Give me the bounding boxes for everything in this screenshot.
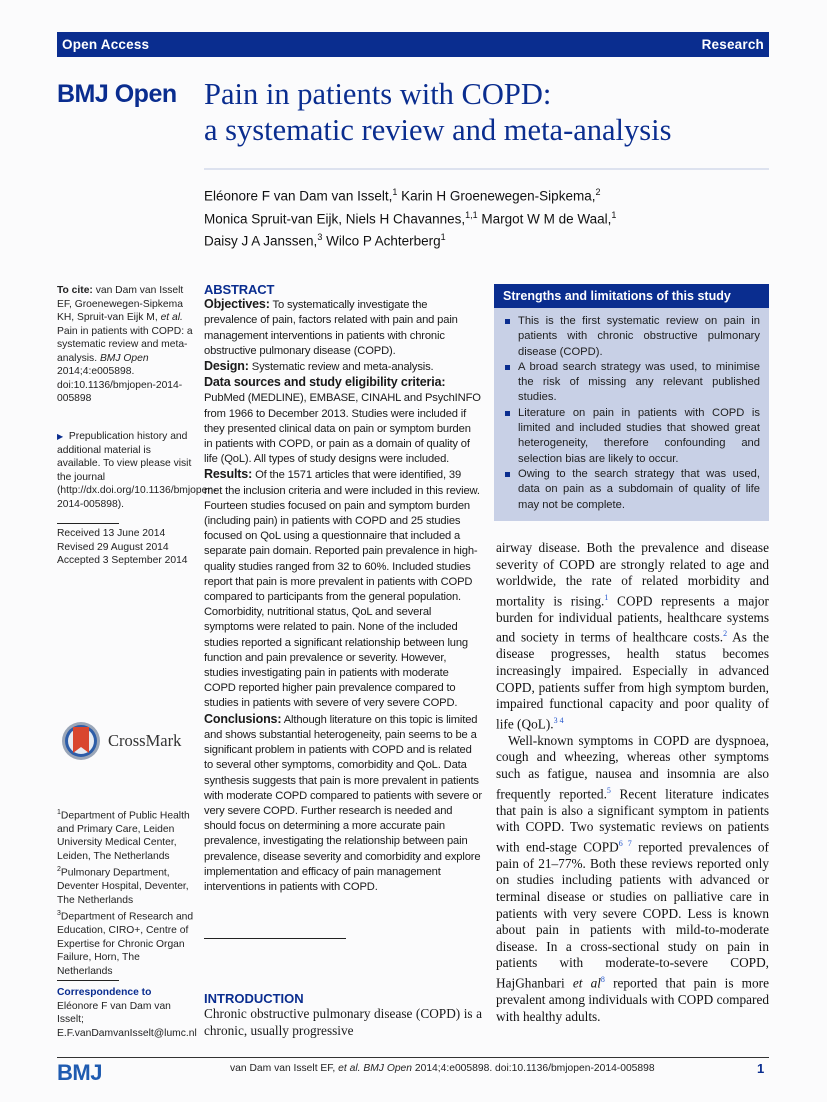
citation-block (57, 284, 197, 406)
bullet-icon (505, 411, 510, 416)
abstract-design: Design: Systematic review and meta-analysis. (204, 359, 434, 374)
author: Monica Spruit-van Eijk, Niels H Chavannes, (204, 211, 466, 226)
author-affil: 1 (392, 187, 398, 197)
author: Margot W M de Waal, (477, 211, 612, 226)
list-item: Literature on pain in patients with COPD is limited and included studies that showed great heterogeneity, therefore confounding and selection bias are likely to occur. (494, 406, 760, 467)
abstract-data-sources: Data sources and study eligibility criteria: PubMed (MEDLINE), EMBASE, CINAHL and PsychINFO from 1966 to December 2013. Studies were included if they presented clinical data on pain or symptom burden in patients with COPD, or pain as a domain of quality of life (QoL). All types of study designs were included. (204, 375, 481, 466)
introduction-heading: INTRODUCTION (204, 991, 304, 1006)
title-line-2: a systematic review and meta-analysis (204, 113, 672, 147)
cite-text: Pain in patients with COPD: a systematic review and meta-analysis. (57, 325, 193, 364)
abstract-results: Results: Of the 1571 articles that were identified, 39 met the inclusion criteria and were included in this review. Fourteen studies focused on pain and symptom burden (including pain) in patients with COPD and 25 studies focused on QoL using a questionnaire that included a separate pain domain. Reported pain prevalence in high-quality studies ranged from 32 to 60%. Included studies report that pain is more prevalent in patients with COPD compared to participants from the general population. Comorbidity, nutritional status, QoL and several symptoms were related to pain. None of the included studies reported a significant relationship between lung function and pain prevalence or severity. However, studies investigating pain in patients with moderate COPD reported higher pain prevalence compared to studies in patients with severe of very severe COPD. (204, 467, 480, 710)
dates (57, 527, 197, 568)
author-list (204, 183, 616, 251)
bullet-icon (505, 472, 510, 477)
abstract-conclusions: Conclusions: Although literature on this topic is limited and shows substantial heterogeneity, pain seems to be a significant problem in patients with COPD and is related to several other symptoms, comorbidity and QoL. Data synthesis suggests that pain is more prevalent in patients with moderate COPD compared to patients with severe or very severe COPD. Further research is needed and should focus on determining a more accurate pain prevalence, investigating the relationship between pain prevalence, disease severity and comorbidity and explore implementation and efficacy of pain management interventions in patients with COPD. (204, 711, 482, 893)
affiliation: $^2$Pulmonary Department, Deventer Hospital, Deventer, The Netherlands (57, 866, 189, 906)
reference-link[interactable]: 6 7 (618, 838, 632, 848)
prepublication-note[interactable] (57, 430, 217, 511)
correspondence-label: Correspondence to (57, 987, 152, 998)
cite-journal: BMJ Open (99, 352, 149, 364)
crossmark-label: CrossMark (108, 731, 182, 750)
divider (57, 523, 119, 524)
correspondence (57, 986, 197, 1040)
article-title (204, 76, 672, 148)
strengths-list (494, 314, 769, 513)
reference-link[interactable]: 8 (600, 974, 605, 984)
open-access-label: Open Access (62, 37, 150, 52)
list-item: This is the first systematic review on pain in patients with chronic obstructive pulmonary disease (COPD). (494, 314, 760, 360)
strengths-limitations-box (494, 284, 769, 521)
page-number: 1 (757, 1061, 765, 1076)
author-affil: 3 (317, 232, 323, 242)
received-date: Received 13 June 2014 (57, 528, 166, 539)
affiliations (57, 806, 197, 978)
author-affil: 1 (611, 209, 617, 220)
reference-link[interactable]: 5 (606, 785, 611, 795)
crossmark-badge[interactable] (60, 720, 181, 762)
affiliation: $^3$Department of Research and Education, CIRO+, Centre of Expertise for Chronic Organ Failure, Horn, The Netherlands (57, 910, 194, 977)
footer-citation: van Dam van Isselt EF, et al. BMJ Open 2014;4:e005898. doi:10.1136/bmjopen-2014-005898 (230, 1063, 655, 1074)
title-divider (204, 168, 769, 170)
reference-link[interactable]: 1 (604, 592, 609, 602)
revised-date: Revised 29 August 2014 (57, 541, 169, 553)
author: Daisy J A Janssen, (204, 233, 318, 249)
author: Karin H Groenewegen-Sipkema, (397, 188, 596, 204)
paragraph: Chronic obstructive pulmonary disease (COPD) is a chronic, usually progressive (204, 1006, 482, 1038)
divider (57, 980, 119, 981)
cite-etal: et al. (160, 312, 183, 323)
accepted-date: Accepted 3 September 2014 (57, 555, 188, 566)
header-bar (57, 32, 769, 57)
abstract-heading: ABSTRACT (204, 282, 275, 297)
divider (204, 938, 346, 939)
reference-link[interactable]: 2 (723, 629, 728, 639)
list-item: A broad search strategy was used, to minimise the risk of missing any relevant published studies. (494, 360, 760, 406)
crossmark-icon (60, 720, 102, 762)
author-affil: 2 (595, 187, 601, 197)
paragraph: airway disease. Both the prevalence and disease severity of COPD are strongly related to age and worldwide, the rate of related morbidity and mortality is rising.$^1$ COPD represents a major burden for individual patients, healthcare systems and society in terms of healthcare costs.$^2$ As the disease progresses, health status becomes increasingly impaired. Especially in advanced COPD, patients suffer from high symptom burden, impaired functional capacity and poor quality of life (QoL).$^{3 4}$ (496, 540, 769, 732)
cite-text: van Dam van Isselt EF, Groenewegen-Sipkema KH, Spruit-van Eijk M, (57, 285, 184, 323)
prepub-text[interactable]: Prepublication history and additional material is available. To view please visit the journal (http://dx.doi.org/10.1136/bmjopen-2014-005898). (57, 431, 217, 510)
section-label: Research (701, 37, 764, 52)
cite-text: 2014;4:e005898. doi:10.1136/bmjopen-2014-005898 (57, 366, 183, 404)
footer-divider (57, 1057, 769, 1058)
body-text-right (496, 540, 769, 1025)
reference-link[interactable]: 3 4 (553, 715, 564, 725)
box-title: Strengths and limitations of this study (494, 284, 769, 308)
bullet-icon (505, 365, 510, 370)
affiliation: $^1$Department of Public Health and Primary Care, Leiden University Medical Center, Leiden, The Netherlands (57, 809, 190, 862)
arrow-right-icon: ▶ (57, 432, 64, 441)
paragraph: Well-known symptoms in COPD are dyspnoea, cough and wheezing, whereas other symptoms such as fatigue, nausea and insomnia are also frequently reported.$^5$ Recent literature indicates that pain is also a significant symptom in patients with COPD. Two systematic reviews on patients with end-stage $COPD^{6 7}$ reported prevalences of pain of 21–77%. Both these reviews reported only on studies including patients with advanced or terminal disease or studies on palliative care in patients with very severe COPD. Less is known about pain in patients with mild-to-moderate disease. In a cross-sectional study on pain in patients with moderate-to-severe COPD, HajGhanbari et $al^8$ reported that pain is more prevalent among individuals with COPD compared with healthy adults. (496, 732, 769, 1024)
author-affil: 1 (440, 232, 446, 242)
author-affil: 1,1 (465, 209, 478, 220)
bullet-icon (505, 319, 510, 324)
author: Eléonore F van Dam van Isselt, (204, 188, 393, 204)
abstract-objectives: Objectives: To systematically investigate the prevalence of pain, factors related with pain and pain management interventions in patients with chronic obstructive pulmonary disease (COPD). (204, 297, 458, 357)
bmj-logo: BMJ (57, 1060, 102, 1085)
author: Wilco P Achterberg (322, 233, 441, 249)
journal-logo: BMJ Open (57, 80, 177, 108)
title-line-1: Pain in patients with COPD: (204, 77, 552, 111)
abstract (204, 282, 482, 895)
introduction (204, 991, 482, 1039)
cite-label: To cite: (57, 285, 93, 296)
correspondence-text[interactable]: Eléonore F van Dam van Isselt; E.F.vanDamvanIsselt@lumc.nl (57, 1000, 197, 1039)
list-item: Owing to the search strategy that was used, data on pain as a subdomain of quality of life may not be complete. (494, 467, 760, 513)
